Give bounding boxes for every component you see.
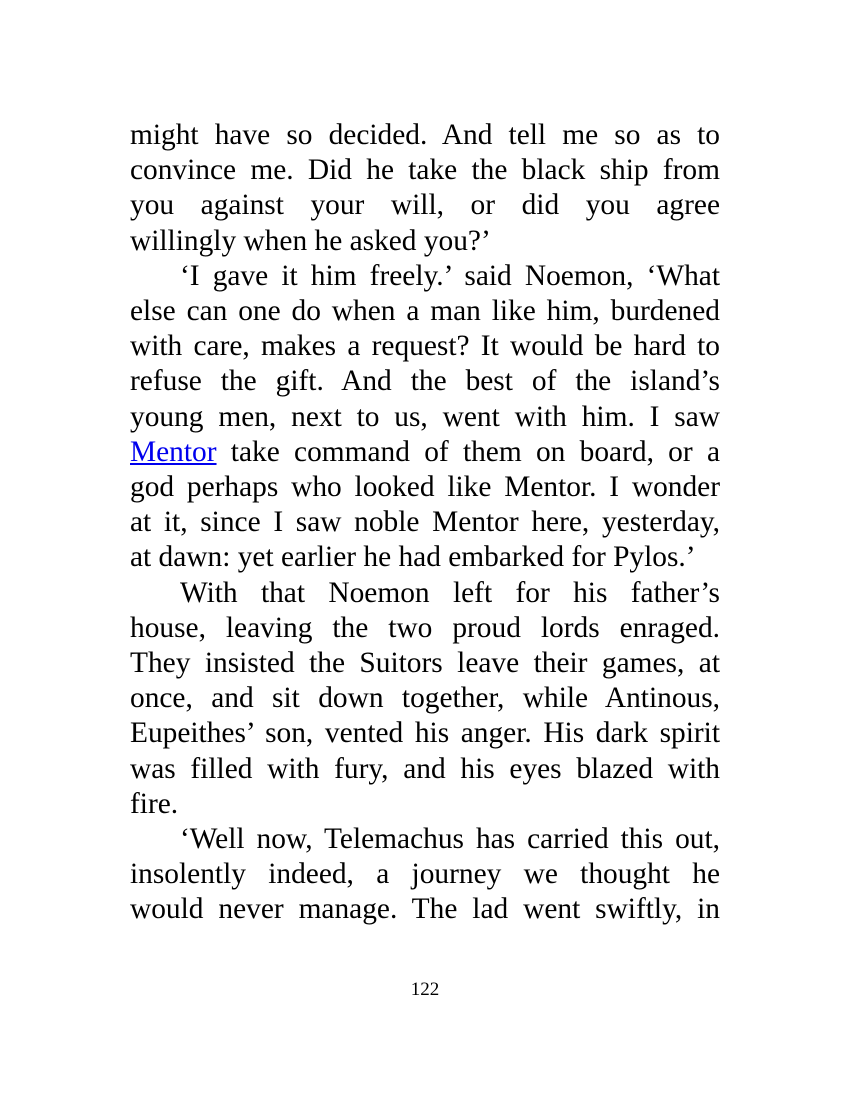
text-line: ‘Well now, Telemachus has carried this out, [180, 823, 720, 856]
text-line: refuse the gift. And the best of the island’s [130, 365, 720, 398]
paragraph-2 [130, 259, 720, 576]
text-line: might have so decided. And tell me so as to [130, 119, 720, 151]
text-line-with-link [130, 435, 720, 470]
text-line: at it, since I saw noble Mentor here, yesterday, [130, 506, 720, 539]
text-fragment: take command of them on board, or a [216, 435, 720, 468]
text-line: house, leaving the two proud lords enraged. [130, 611, 720, 644]
text-line: fire. [130, 787, 179, 820]
text-line: once, and sit down together, while Antinous, [130, 682, 720, 715]
text-line: convince me. Did he take the black ship from [130, 154, 720, 187]
text-line: insolently indeed, a journey we thought he [130, 858, 720, 891]
paragraph-1 [130, 118, 720, 259]
text-line: With that Noemon left for his father’s [180, 576, 720, 609]
text-line: ‘I gave it him freely.’ said Noemon, ‘What [180, 259, 720, 292]
text-line: would never manage. The lad went swiftly, in [130, 893, 720, 926]
page-number: 122 [410, 979, 440, 1000]
text-line: was filled with fury, and his eyes blazed with [130, 752, 720, 785]
text-line: They insisted the Suitors leave their games, at [130, 647, 720, 680]
text-line: Eupeithes’ son, vented his anger. His dark spirit [130, 717, 720, 750]
text-line: young men, next to us, went with him. I saw [130, 400, 720, 433]
text-line: at dawn: yet earlier he had embarked for Pylos.’ [130, 541, 696, 574]
mentor-link[interactable]: Mentor [130, 435, 217, 468]
text-line: you against your will, or did you agree [130, 189, 720, 222]
paragraph-4 [130, 822, 720, 928]
paragraph-3 [130, 576, 720, 822]
text-line: god perhaps who looked like Mentor. I wonder [130, 471, 720, 504]
page-body-text [130, 118, 720, 928]
text-line: with care, makes a request? It would be hard to [130, 330, 720, 363]
text-line: willingly when he asked you?’ [130, 224, 491, 257]
text-line: else can one do when a man like him, burdened [130, 295, 720, 328]
